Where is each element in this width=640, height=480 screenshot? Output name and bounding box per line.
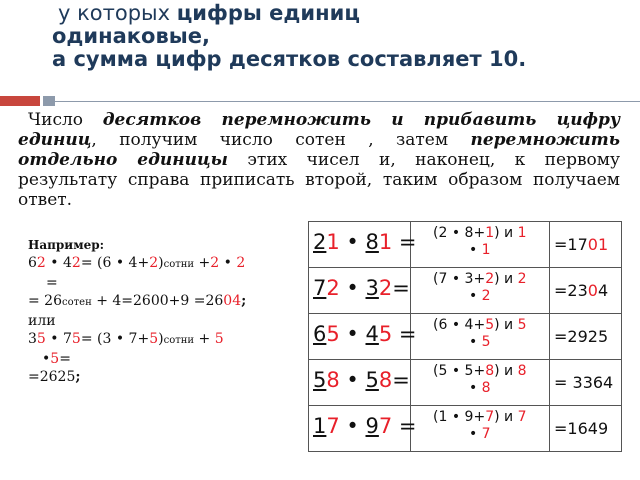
- example-line: или: [28, 313, 56, 329]
- table-row: [309, 406, 622, 452]
- result-cell: = 3364: [550, 360, 622, 406]
- example-line: 62 • 42= (6 • 4+2)сотни +2 • 2: [28, 255, 246, 271]
- result-cell: =1649: [550, 406, 622, 452]
- example-line: = 26сотен + 4=2600+9 =2604;: [28, 293, 247, 309]
- table-row: [309, 314, 622, 360]
- examples-block: [28, 236, 310, 386]
- slide-heading: [52, 2, 637, 71]
- result-cell: =2304: [550, 268, 622, 314]
- rule-emphasis: перемножить отдельно единицы: [18, 130, 620, 170]
- table-row: [309, 360, 622, 406]
- result-cell: =2925: [550, 314, 622, 360]
- calculation-cell: (1 • 9+7) и 7 • 7: [410, 406, 549, 452]
- example-line: •5=: [42, 351, 71, 367]
- calculation-cell: (2 • 8+1) и 1 • 1: [410, 222, 549, 268]
- example-line: 35 • 75= (3 • 7+5)сотни + 5: [28, 331, 224, 347]
- expression-cell: 72 • 32=: [309, 268, 411, 314]
- expression-cell: 58 • 58=: [309, 360, 411, 406]
- calculation-cell: (6 • 4+5) и 5 • 5: [410, 314, 549, 360]
- example-line: =: [46, 275, 58, 291]
- examples-label: Например:: [28, 238, 105, 252]
- expression-cell: 65 • 45 =: [309, 314, 411, 360]
- heading-line-2: [52, 25, 637, 48]
- result-cell: =1701: [550, 222, 622, 268]
- rule-emphasis: десятков перемножить и прибавить цифру единиц: [18, 110, 621, 150]
- heading-line-3: [52, 48, 637, 71]
- table-row: [309, 222, 622, 268]
- rule-paragraph: [18, 110, 620, 210]
- table-row: [309, 268, 622, 314]
- decorative-red-bar: [0, 96, 40, 106]
- heading-bold-text: а сумма цифр десятков составляет 10.: [52, 47, 527, 71]
- rule-text: , получим число сотен , затем: [91, 130, 471, 150]
- examples-table: [308, 221, 622, 452]
- example-line: =2625;: [28, 369, 81, 385]
- expression-cell: 17 • 97 =: [309, 406, 411, 452]
- heading-bold-text: одинаковые,: [52, 24, 210, 48]
- heading-text: у которых: [58, 1, 177, 25]
- heading-line-1: [52, 2, 637, 25]
- expression-cell: 21 • 81 =: [309, 222, 411, 268]
- rule-text: Число: [28, 110, 103, 130]
- calculation-cell: (5 • 5+8) и 8 • 8: [410, 360, 549, 406]
- calculation-cell: (7 • 3+2) и 2 • 2: [410, 268, 549, 314]
- heading-bold-text: цифры единиц: [176, 1, 360, 25]
- decorative-divider-line: [55, 101, 640, 102]
- decorative-gray-square: [43, 96, 55, 106]
- rule-text: этих чисел и, наконец, к первому результату справа приписать второй, таким образом получаем ответ.: [18, 150, 620, 210]
